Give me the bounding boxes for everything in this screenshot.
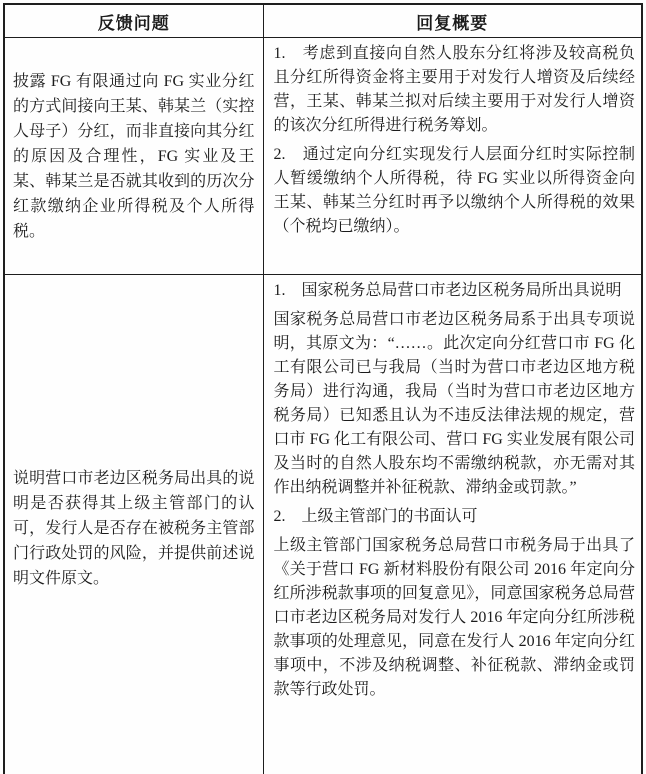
answer-paragraph: 2. 上级主管部门的书面认可 [273,508,478,525]
question-text: 披露 FG 有限通过向 FG 实业分红的方式间接向王某、韩某兰（实控人母子）分红，而非直接向其分红的原因及合理性，FG 实业及王某、韩某兰是否就其收到的历次分红款缴纳企业所得税及个人所得税。 [13,72,255,240]
feedback-table [3,3,643,774]
question-cell [4,275,263,774]
answer-paragraph: 国家税务总局营口市老边区税务局系于出具专项说明，其原文为：“……。此次定向分红营口市 FG 化工有限公司已与我局（当时为营口市老边区地方税务局）进行沟通，我局（当时为营口市老边区地方税务局）已知悉且认为不违反法律法规的规定，营口市 FG 化工有限公司、营口 FG 实业发展有限公司及当时的自然人股东均不需缴纳税款，亦无需对其作出纳税调整并补征税款、滞纳金或罚款。” [273,311,635,496]
table-row [4,275,642,774]
answer-paragraph: 2. 通过定向分红实现发行人层面分红时实际控制人暂缓缴纳个人所得税，待 FG 实业以所得资金向王某、韩某兰分红时再予以缴纳个人所得税的效果（个税均已缴纳）。 [273,146,635,235]
column-header-reply-summary: 回复概要 [263,4,642,38]
answer-cell [263,275,642,774]
answer-paragraph: 1. 国家税务总局营口市老边区税务局所出具说明 [273,282,622,299]
answer-paragraph: 上级主管部门国家税务总局营口市税务局于出具了《关于营口 FG 新材料股份有限公司 2016 年定向分红所涉税款事项的回复意见》，同意国家税务总局营口市老边区税务局对发行人 2016 年定向分红所涉税款事项的处理意见，同意在发行人 2016 年定向分红事项中，不涉及纳税调整、补征税款、滞纳金或罚款等行政处罚。 [273,537,635,698]
question-text: 说明营口市老边区税务局出具的说明是否获得其上级主管部门的认可，发行人是否存在被税务主管部门行政处罚的风险，并提供前述说明文件原文。 [13,469,255,587]
question-cell [4,38,263,275]
answer-paragraph: 1. 考虑到直接向自然人股东分红将涉及较高税负且分红所得资金将主要用于对发行人增资及后续经营，王某、韩某兰拟对后续主要用于对发行人增资的该次分红所得进行税务筹划。 [273,45,635,134]
header-row [4,4,642,38]
answer-cell [263,38,642,275]
table-row [4,38,642,275]
column-header-feedback-question: 反馈问题 [4,4,263,38]
